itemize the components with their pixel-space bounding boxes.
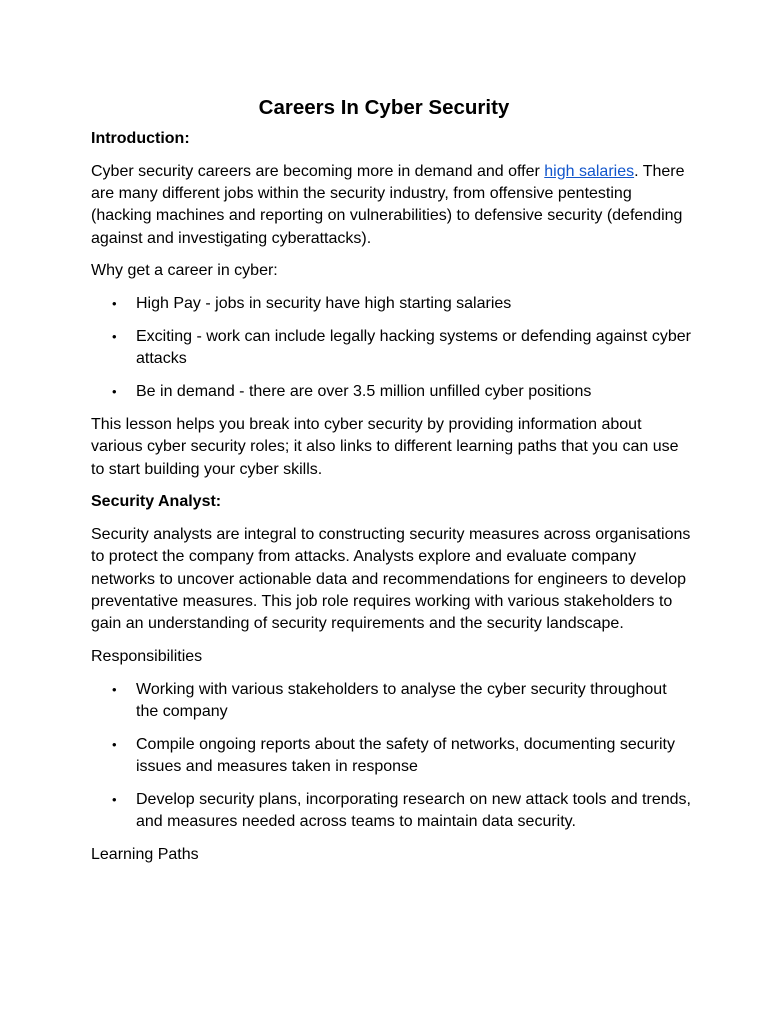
bullet-icon: • — [112, 792, 117, 808]
lesson-paragraph: This lesson helps you break into cyber security by providing information about various cyber security roles; it also links to different learning paths that you can use to start building your cyber skills. — [91, 415, 679, 478]
list-item — [91, 326, 691, 371]
list-item — [91, 381, 691, 403]
why-career-list — [91, 293, 691, 403]
list-item — [91, 679, 691, 724]
list-item-text: Working with various stakeholders to analyse the cyber security throughout the company — [136, 680, 667, 721]
list-item-text: Compile ongoing reports about the safety of networks, documenting security issues and measures taken in response — [136, 736, 675, 776]
list-item-text: Be in demand - there are over 3.5 million unfilled cyber positions — [136, 383, 592, 401]
security-analyst-paragraph: Security analysts are integral to constructing security measures across organisations to protect the company from attacks. Analysts explore and evaluate company networks to uncover actionable data and recommendations for engineers to develop preventative measures. This job role requires working with various stakeholders to gain an understanding of security requirements and the security landscape. — [91, 526, 691, 633]
intro-text-after-link: . There are many different jobs within the security industry, from offensive pentesting (hacking machines and reporting on vulnerabilities) to defensive security (defending against and investigating cyberattacks). — [91, 162, 685, 247]
intro-heading: Introduction: — [91, 130, 190, 147]
bullet-icon: • — [112, 384, 117, 400]
list-item-text: Exciting - work can include legally hacking systems or defending against cyber attacks — [136, 328, 691, 368]
bullet-icon: • — [112, 681, 117, 697]
bullet-icon: • — [112, 296, 117, 312]
document-content — [91, 90, 691, 877]
document-title: Careers In Cyber Security — [258, 96, 510, 119]
security-analyst-heading: Security Analyst: — [91, 493, 222, 511]
learning-paths-label: Learning Paths — [91, 846, 199, 864]
list-item-text: High Pay - jobs in security have high starting salaries — [136, 295, 512, 313]
bullet-icon: • — [112, 737, 117, 753]
why-career-lead: Why get a career in cyber: — [91, 262, 278, 280]
list-item — [91, 789, 691, 834]
responsibilities-label: Responsibilities — [91, 648, 203, 666]
list-item — [91, 293, 691, 315]
intro-paragraph — [91, 161, 691, 250]
responsibilities-list — [91, 679, 691, 834]
list-item — [91, 734, 691, 779]
high-salaries-link[interactable]: high salaries — [544, 162, 635, 180]
bullet-icon: • — [112, 329, 117, 345]
intro-text-before-link: Cyber security careers are becoming more in demand and offer — [91, 162, 545, 180]
list-item-text: Develop security plans, incorporating research on new attack tools and trends, and measures needed across teams to maintain data security. — [136, 791, 691, 831]
